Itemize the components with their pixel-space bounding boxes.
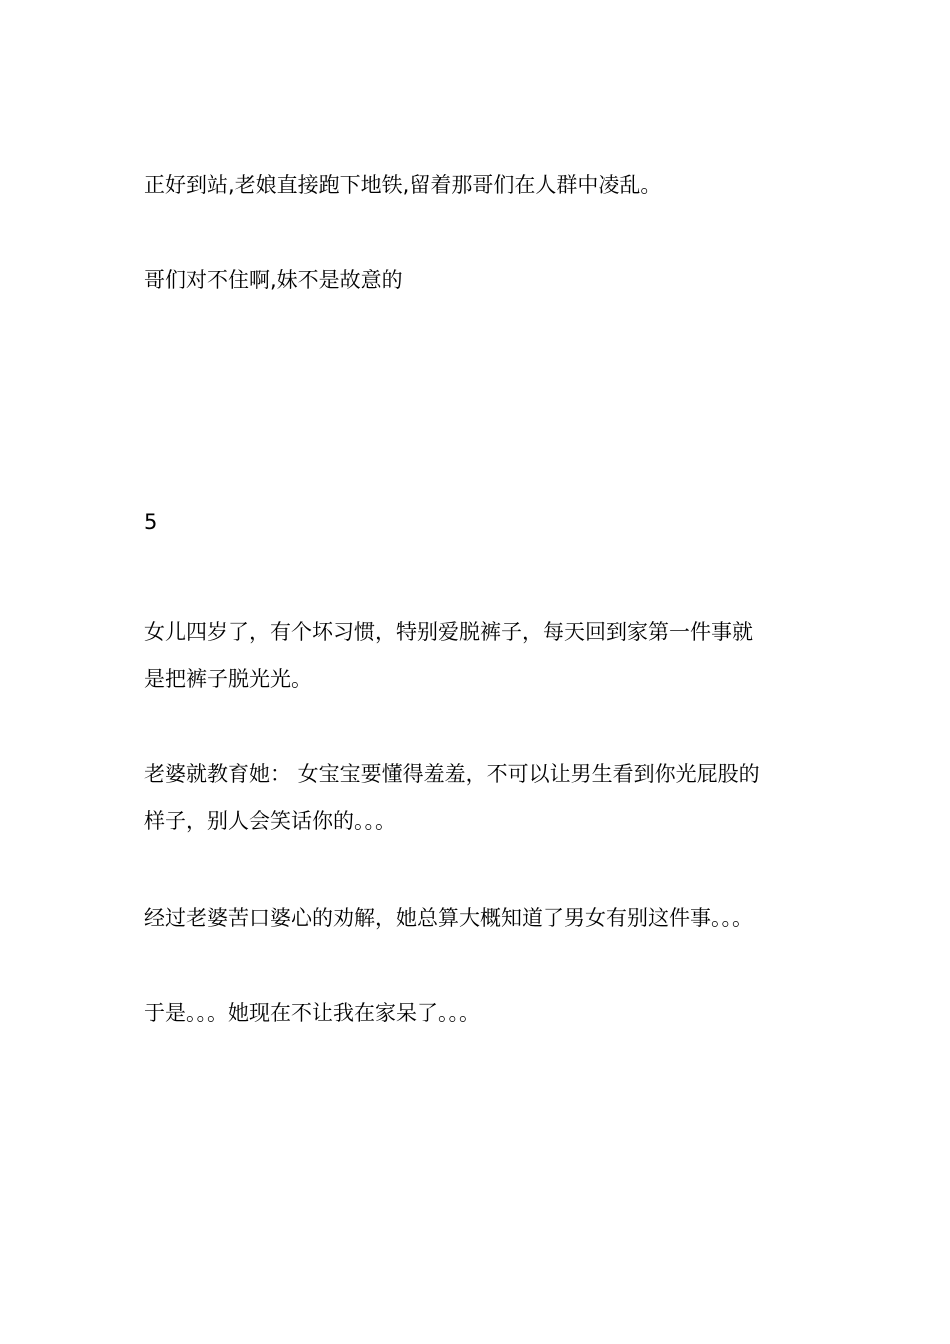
paragraph-line: 是把裤子脱光光。 (144, 667, 312, 691)
paragraph-line: 于是。。。她现在不让我在家呆了。。。 (144, 1001, 480, 1025)
paragraph-line: 正好到站,老娘直接跑下地铁,留着那哥们在人群中凌乱。 (144, 173, 662, 197)
paragraph-line: 样子，别人会笑话你的。。。 (144, 809, 396, 833)
paragraph-line: 哥们对不住啊,妹不是故意的 (144, 268, 403, 292)
paragraph-line: 老婆就教育她： 女宝宝要懂得羞羞，不可以让男生看到你光屁股的 (144, 762, 760, 786)
paragraph-line: 女儿四岁了，有个坏习惯，特别爱脱裤子，每天回到家第一件事就 (144, 620, 753, 644)
paragraph-line: 经过老婆苦口婆心的劝解，她总算大概知道了男女有别这件事。。。 (144, 906, 753, 930)
section-number: 5 (144, 510, 158, 534)
